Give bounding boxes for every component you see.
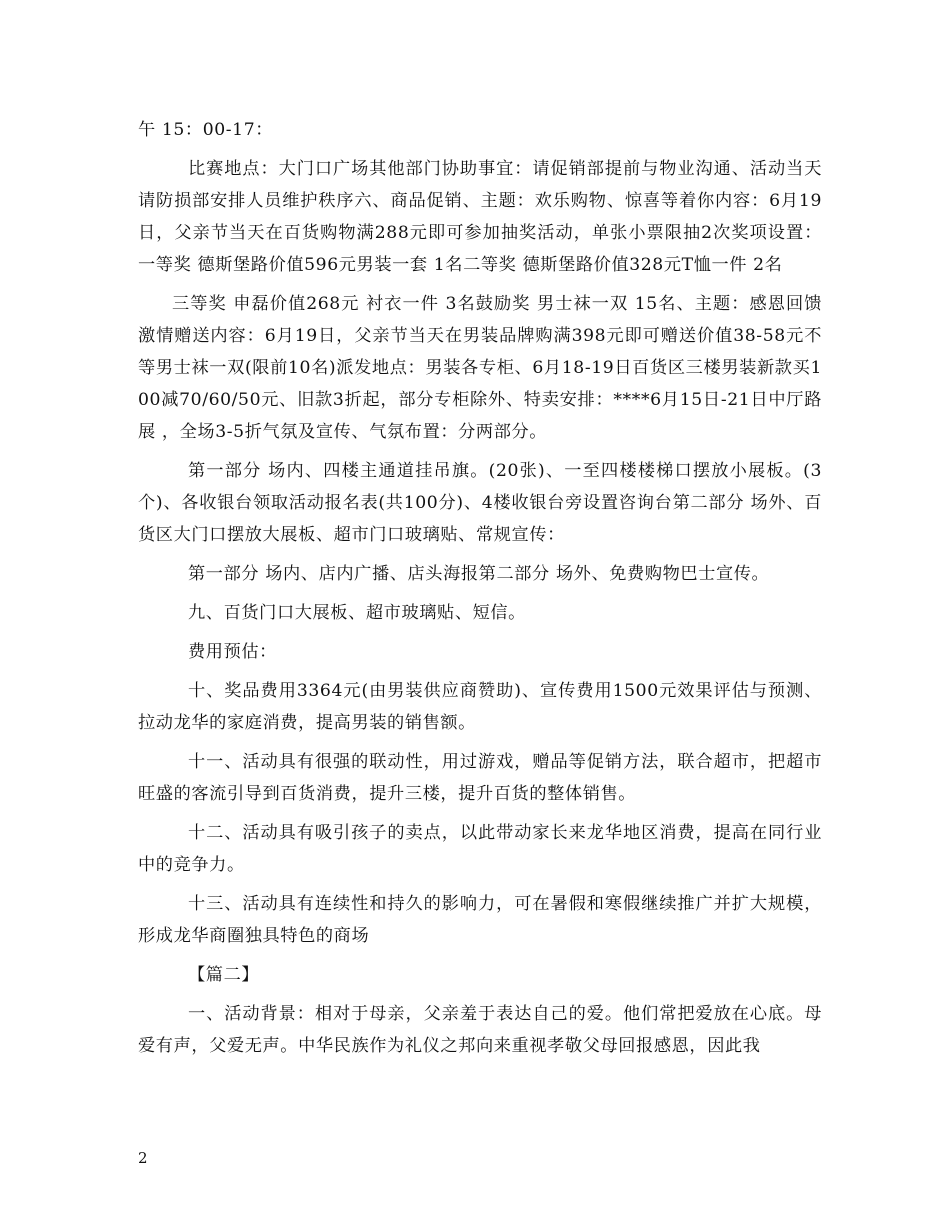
document-body xyxy=(138,114,822,1069)
paragraph-third-prize-and-gifts: 三等奖 申磊价值268元 衬衣一件 3名鼓励奖 男士袜一双 15名、主题：感恩回馈 激情赠送内容：6月19日，父亲节当天在男装品牌购满398元即可赠送价值38-58元不等男士袜一双(限前10名)派发地点：男装各专柜、6月18-19日百货区三楼男装新款买100减70/60/50元、旧款3折起，部分专柜除外、特卖安排：****6月15日-21日中厅路展 ，全场3-5折气氛及宣传、气氛布置：分两部分。 xyxy=(138,294,822,442)
section-heading-part-two: 【篇二】 xyxy=(188,965,260,985)
paragraph-section-twelve: 十二、活动具有吸引孩子的卖点，以此带动家长来龙华地区消费，提高在同行业中的竞争力。 xyxy=(138,823,822,875)
paragraph-time-continuation: 午 15：00-17： xyxy=(138,120,274,140)
paragraph-section-ten: 十、奖品费用3364元(由男装供应商赞助)、宣传费用1500元效果评估与预测、拉动龙华的家庭消费，提高男装的销售额。 xyxy=(138,681,822,733)
paragraph-section-eleven: 十一、活动具有很强的联动性，用过游戏，赠品等促销方法，联合超市，把超市旺盛的客流引导到百货消费，提升三楼，提升百货的整体销售。 xyxy=(138,752,822,804)
paragraph-venue-and-prizes: 比赛地点：大门口广场其他部门协助事宜：请促销部提前与物业沟通、活动当天请防损部安排人员维护秩序六、商品促销、主题：欢乐购物、惊喜等着你内容：6月19日，父亲节当天在百货购物满288元即可参加抽奖活动，单张小票限抽2次奖项设置：一等奖 德斯堡路价值596元男装一套 1名二等奖 德斯堡路价值328元T恤一件 2名 xyxy=(138,159,822,275)
paragraph-activity-background: 一、活动背景：相对于母亲，父亲羞于表达自己的爱。他们常把爱放在心底。母爱有声，父爱无声。中华民族作为礼仪之邦向来重视孝敬父母回报感恩，因此我 xyxy=(138,1004,822,1056)
page-number: 2 xyxy=(138,1149,148,1167)
paragraph-decoration-part-one: 第一部分 场内、四楼主通道挂吊旗。(20张)、一至四楼楼梯口摆放小展板。(3个)、各收银台领取活动报名表(共100分)、4楼收银台旁设置咨询台第二部分 场外、百货区大门口摆放大展板、超市门口玻璃贴、常规宣传： xyxy=(138,461,822,545)
paragraph-publicity: 第一部分 场内、店内广播、店头海报第二部分 场外、免费购物巴士宣传。 xyxy=(188,564,770,584)
paragraph-section-thirteen: 十三、活动具有连续性和持久的影响力，可在暑假和寒假继续推广并扩大规模，形成龙华商圈独具特色的商场 xyxy=(138,894,822,946)
paragraph-section-nine: 九、百货门口大展板、超市玻璃贴、短信。 xyxy=(188,603,526,623)
paragraph-cost-estimate-heading: 费用预估： xyxy=(188,642,277,662)
